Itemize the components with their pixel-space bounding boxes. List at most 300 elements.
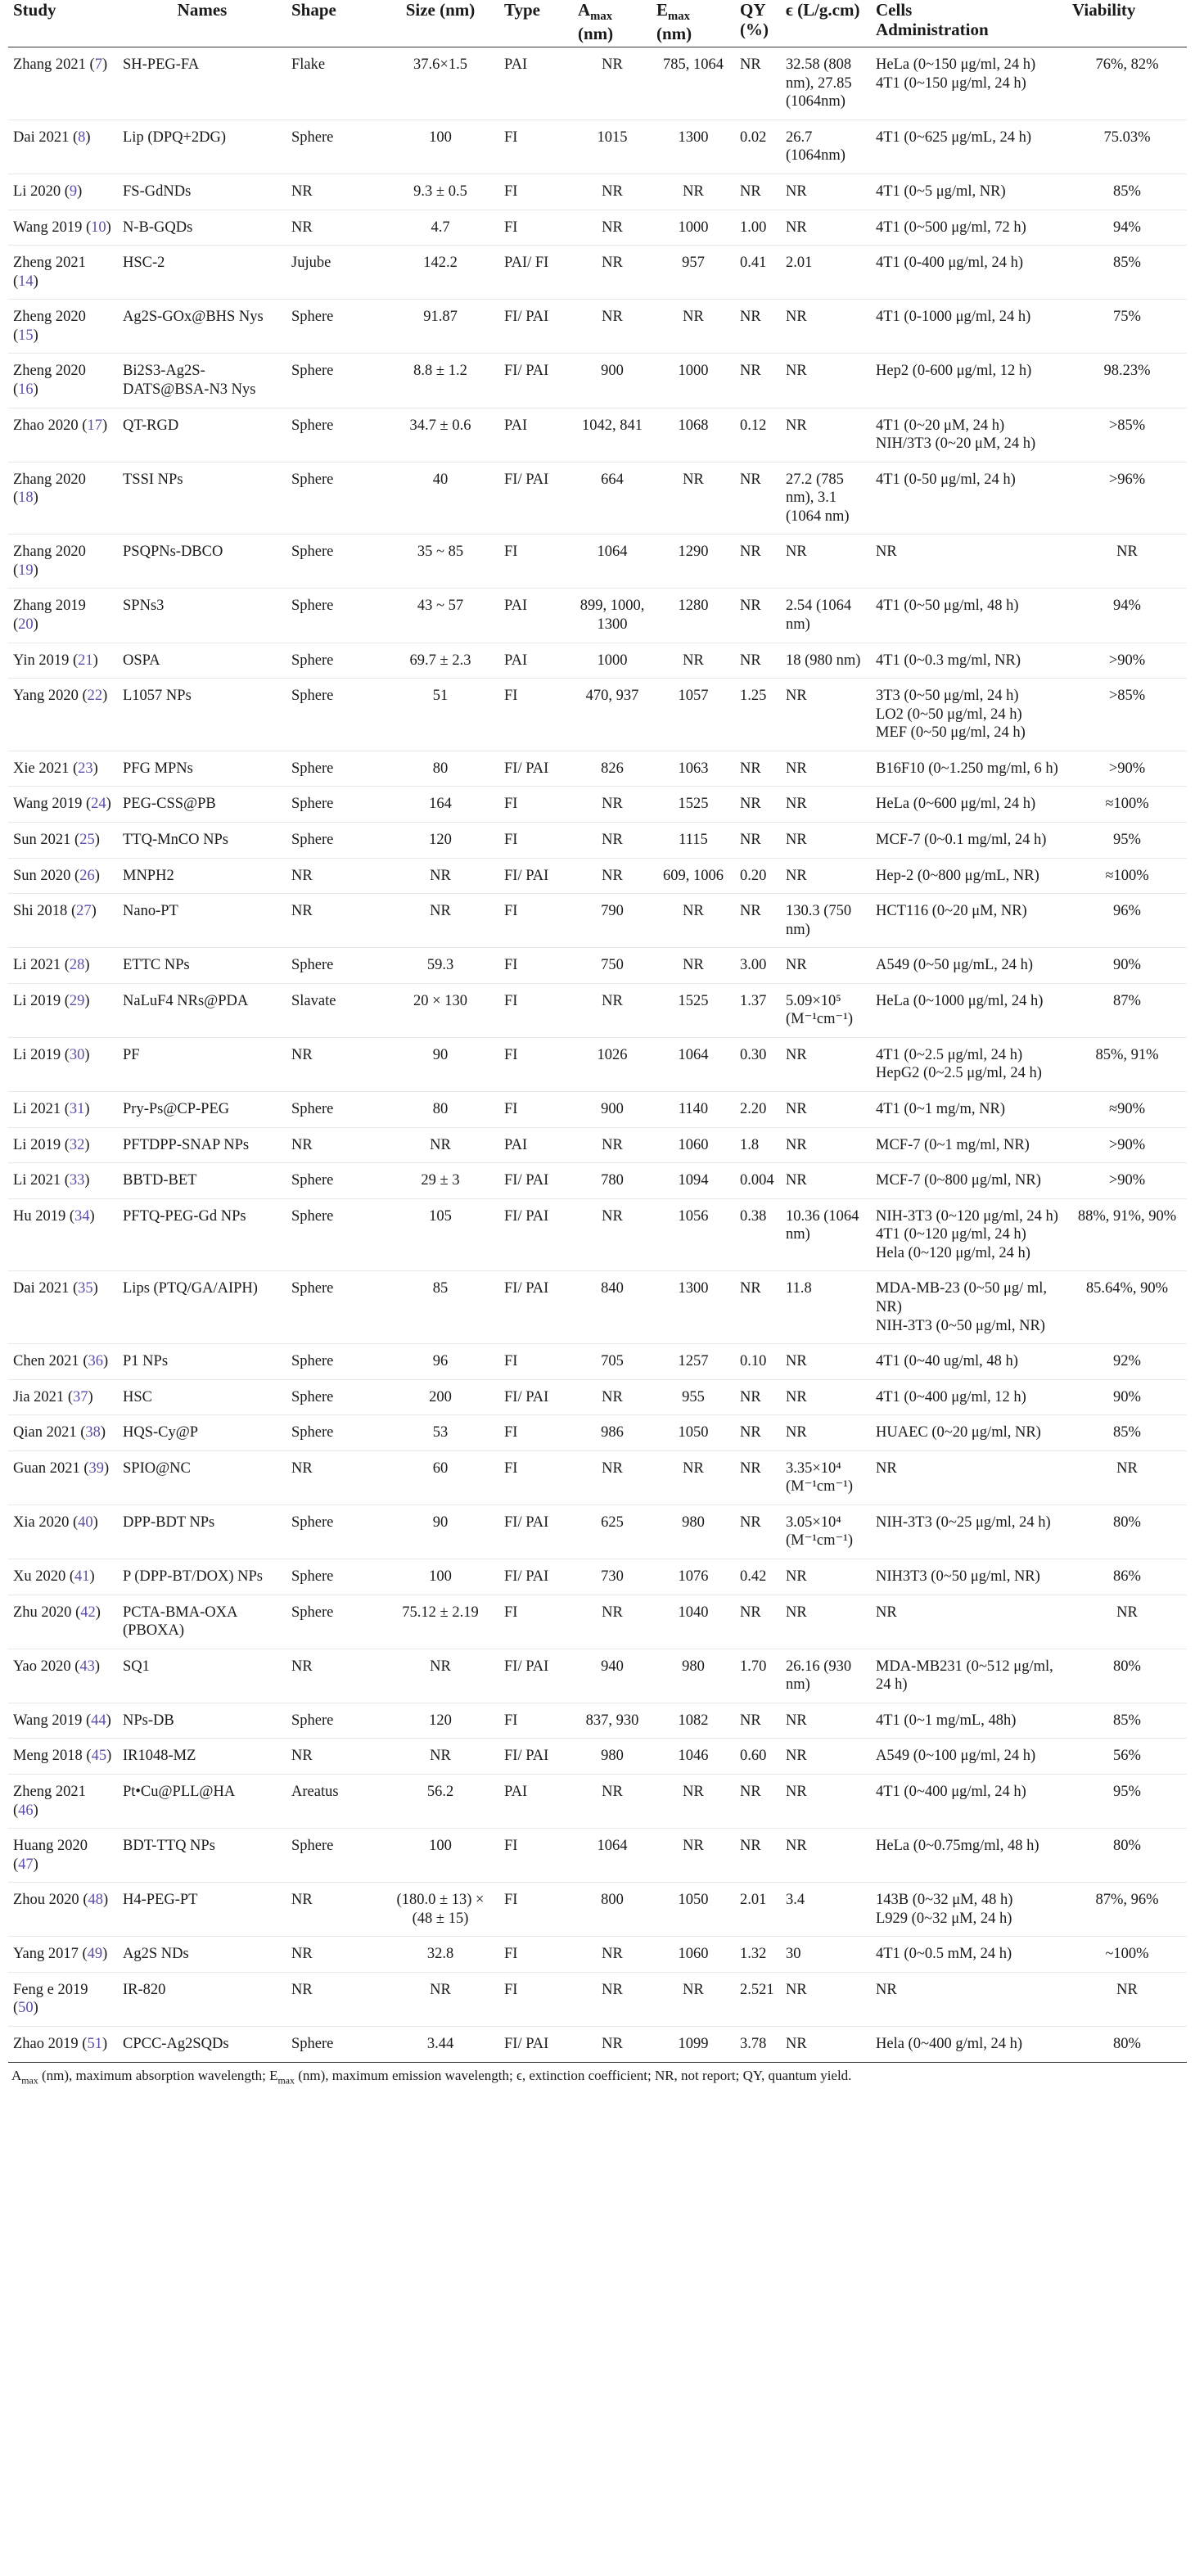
study-label: Xia 2020 [13,1514,70,1531]
table-row [8,47,1187,120]
size-cell: NR [430,1748,451,1765]
shape-cell: Sphere [291,1280,334,1297]
table-row [8,1883,1187,1937]
epsilon-cell: NR [786,1172,807,1189]
col-header-viability: Viability [1072,0,1136,20]
amax-cell: NR [602,1783,623,1800]
name-cell: P1 NPs [123,1353,169,1370]
name-cell: Ag2S NDs [123,1946,189,1963]
table-page [8,0,1187,2087]
type-cell: FI [504,1946,518,1963]
viability-cell: 96% [1113,903,1141,920]
reference-link[interactable]: 44 [91,1712,106,1729]
name-cell: SQ1 [123,1658,150,1675]
size-cell: 56.2 [426,1783,454,1800]
qy-cell: NR [740,309,761,326]
size-cell: 164 [429,796,452,813]
reference-link[interactable]: 24 [91,796,106,813]
shape-cell: Sphere [291,957,334,974]
reference-link[interactable]: 23 [78,760,93,777]
study-label: Li 2021 [13,1172,61,1189]
reference-link[interactable]: 41 [74,1568,90,1586]
table-row [8,1774,1187,1828]
study-cell: Zhang 2020 (19) [13,544,86,579]
shape-cell: Sphere [291,1424,334,1441]
study-cell: Guan 2021 (39) [13,1459,110,1477]
cells-cell: 4T1 (0~1 mg/m, NR) [876,1101,1005,1118]
emax-cell: 1050 [678,1892,709,1909]
viability-cell: 92% [1113,1353,1141,1370]
reference-link[interactable]: 31 [69,1101,85,1118]
col-header-emax: $E_{max}$ (nm) [656,0,692,44]
cells-cell: HeLa (0~0.75mg/ml, 48 h) [876,1838,1039,1855]
name-cell: SH-PEG-FA [123,56,200,74]
table-row [8,1344,1187,1380]
viability-cell: >85% [1108,688,1146,705]
study-cell: Dai 2021 (35) [13,1280,98,1297]
table-row [8,174,1187,210]
type-cell: FI [504,1424,518,1441]
epsilon-cell: NR [786,1424,807,1441]
viability-cell: ~100% [1105,1946,1149,1963]
qy-cell: 3.78 [740,2036,767,2053]
qy-cell: NR [740,183,761,201]
shape-cell: Sphere [291,688,334,705]
cells-cell: HCT116 (0~20 μM, NR) [876,903,1027,920]
reference-link[interactable]: 32 [69,1136,85,1153]
emax-cell: 1094 [678,1172,709,1189]
name-cell: P (DPP-BT/DOX) NPs [123,1568,263,1586]
emax-cell: 1040 [678,1604,709,1621]
shape-cell: NR [291,1946,313,1963]
study-cell: Zheng 2020 (16) [13,363,86,398]
table-body [8,47,1187,2062]
shape-cell: Sphere [291,129,334,146]
reference-link[interactable]: 37 [72,1388,88,1405]
cells-cell: HUAEC (0~20 μg/ml, NR) [876,1424,1041,1441]
table-row [8,1163,1187,1199]
study-cell: Li 2019 (32) [13,1136,90,1153]
reference-link[interactable]: 46 [18,1802,34,1819]
name-cell: N-B-GQDs [123,219,193,236]
size-cell: 91.87 [423,309,458,326]
amax-cell: NR [602,219,623,236]
epsilon-cell: NR [786,1136,807,1153]
shape-cell: Sphere [291,1604,334,1621]
cells-cell: 4T1 (0~0.3 mg/ml, NR) [876,652,1021,669]
reference-link[interactable]: 30 [69,1046,85,1063]
study-cell: Wang 2019 (10) [13,219,111,236]
amax-cell: 705 [601,1353,624,1370]
cells-cell: 4T1 (0~400 μg/ml, 24 h) [876,1783,1026,1800]
cells-cell: MCF-7 (0~1 mg/ml, NR) [876,1136,1030,1153]
qy-cell: NR [740,1459,761,1477]
size-cell: 90 [432,1046,449,1063]
table-row [8,535,1187,589]
reference-link[interactable]: 22 [87,688,103,705]
viability-cell: 56% [1113,1748,1141,1765]
qy-cell: 0.42 [740,1568,767,1586]
amax-cell: 1015 [597,129,628,146]
amax-cell: NR [602,2036,623,2053]
name-cell: Nano-PT [123,903,178,920]
study-label: Hu 2019 [13,1207,66,1225]
study-label: Shi 2018 [13,903,68,920]
reference-link[interactable]: 27 [76,903,92,920]
size-cell: 34.7 ± 0.6 [409,417,471,434]
amax-cell: NR [602,831,623,848]
size-cell: NR [430,1136,451,1153]
viability-cell: >90% [1108,760,1146,777]
epsilon-cell: NR [786,309,807,326]
study-cell: Li 2021 (28) [13,957,90,974]
reference-link[interactable]: 10 [91,219,106,236]
cells-cell: MCF-7 (0~0.1 mg/ml, 24 h) [876,831,1047,848]
emax-cell: NR [683,652,704,669]
name-cell: Pt•Cu@PLL@HA [123,1783,236,1800]
table-row [8,408,1187,462]
emax-cell: NR [683,471,704,488]
qy-cell: 3.00 [740,957,767,974]
epsilon-cell: 18 (980 nm) [786,652,861,669]
study-label: Yang 2020 [13,688,79,705]
viability-cell: 95% [1113,1783,1141,1800]
reference-link[interactable]: 8 [78,129,86,146]
epsilon-cell: NR [786,957,807,974]
col-header-study: Study [13,0,56,20]
qy-cell: NR [740,471,761,488]
reference-link[interactable]: 48 [88,1892,103,1909]
viability-cell: 90% [1113,1388,1141,1405]
amax-cell: NR [602,796,623,813]
emax-cell: 1140 [678,1101,709,1118]
study-cell: Zhou 2020 (48) [13,1892,109,1909]
reference-link[interactable]: 15 [18,327,34,344]
study-cell: Yao 2020 (43) [13,1658,101,1675]
epsilon-cell: 26.16 (930 nm) [786,1658,852,1694]
study-cell: Li 2021 (33) [13,1172,90,1189]
emax-cell: 1300 [678,1280,709,1297]
study-label: Xie 2021 [13,760,70,777]
cells-cell: 143B (0~32 μM, 48 h) L929 (0~32 μM, 24 h) [876,1892,1013,1927]
emax-cell: 1525 [678,992,709,1009]
table-row [8,1739,1187,1775]
epsilon-cell: NR [786,544,807,561]
name-cell: OSPA [123,652,160,669]
reference-link[interactable]: 51 [87,2036,102,2053]
shape-cell: Sphere [291,1514,334,1531]
study-cell: Qian 2021 (38) [13,1424,106,1441]
shape-cell: Sphere [291,2036,334,2053]
table-row [8,1937,1187,1973]
study-label: Li 2021 [13,957,61,974]
epsilon-cell: NR [786,183,807,201]
emax-cell: 1064 [678,1046,709,1063]
size-cell: 35 ~ 85 [417,544,464,561]
cells-cell: 4T1 (0-1000 μg/ml, 24 h) [876,309,1031,326]
col-header-epsilon: ϵ (L/g.cm) [786,0,860,20]
table-footnote: $A_{max}$ (nm), maximum absorption wavelength; $E_{max}$ (nm), maximum emission wavelength; ϵ, extinction coefficient; NR, not report; QY, quantum yield. [11,2067,852,2086]
qy-cell: 1.8 [740,1136,760,1153]
epsilon-cell: 2.01 [786,255,813,272]
reference-link[interactable]: 17 [87,417,102,434]
study-label: Zhao 2019 [13,2036,79,2053]
reference-link[interactable]: 40 [78,1514,93,1531]
qy-cell: 0.10 [740,1353,767,1370]
study-label: Chen 2021 [13,1353,79,1370]
epsilon-cell: NR [786,867,807,884]
viability-cell: 76%, 82% [1095,56,1159,74]
viability-cell: NR [1116,1459,1138,1477]
table-row [8,1972,1187,2026]
reference-link[interactable]: 19 [18,562,34,579]
study-label: Zheng 2021 [13,1783,86,1800]
study-label: Jia 2021 [13,1388,65,1405]
epsilon-cell: NR [786,1101,807,1118]
study-cell: Yang 2017 (49) [13,1946,108,1963]
study-label: Zheng 2021 [13,255,86,272]
study-label: Zhang 2019 [13,598,86,615]
cells-cell: 4T1 (0~2.5 μg/ml, 24 h) HepG2 (0~2.5 μg/ml, 24 h) [876,1046,1042,1082]
size-cell: NR [430,1658,451,1675]
cells-cell: NR [876,1981,897,1998]
reference-link[interactable]: 43 [79,1658,95,1675]
emax-cell: 1290 [678,544,709,561]
emax-cell: 1060 [678,1946,709,1963]
size-cell: 100 [429,129,452,146]
reference-link[interactable]: 16 [18,381,34,398]
reference-link[interactable]: 49 [87,1946,103,1963]
table-row [8,300,1187,354]
study-label: Li 2019 [13,1136,61,1153]
cells-cell: NR [876,544,897,561]
epsilon-cell: NR [786,2036,807,2053]
type-cell: PAI [504,652,528,669]
reference-link[interactable]: 36 [88,1353,103,1370]
cells-cell: 4T1 (0~50 μg/ml, 48 h) [876,598,1019,615]
size-cell: 120 [429,831,452,848]
table-row [8,1703,1187,1739]
col-header-qy: QY (%) [740,0,769,40]
cells-cell: 4T1 (0~500 μg/ml, 72 h) [876,219,1026,236]
table-row [8,894,1187,948]
qy-cell: NR [740,903,761,920]
table-row [8,643,1187,679]
col-header-shape: Shape [291,0,336,20]
type-cell: FI/ PAI [504,1514,549,1531]
table-row [8,948,1187,984]
study-label: Zhang 2020 [13,544,86,561]
size-cell: 60 [432,1459,449,1477]
reference-link[interactable]: 9 [69,183,78,201]
table-row [8,210,1187,246]
reference-link[interactable]: 14 [18,273,34,290]
shape-cell: Jujube [291,255,331,272]
cells-cell: 4T1 (0~1 mg/mL, 48h) [876,1712,1017,1729]
name-cell: Ag2S-GOx@BHS Nys [123,309,264,326]
study-cell: Sun 2020 (26) [13,867,100,884]
shape-cell: NR [291,1981,313,1998]
name-cell: PFTDPP-SNAP NPs [123,1136,250,1153]
study-label: Yin 2019 [13,652,70,669]
type-cell: FI [504,1353,518,1370]
name-cell: PEG-CSS@PB [123,796,216,813]
qy-cell: 0.30 [740,1046,767,1063]
cells-cell: Hep2 (0-600 μg/ml, 12 h) [876,363,1032,380]
reference-link[interactable]: 20 [18,616,34,634]
reference-link[interactable]: 26 [79,867,95,884]
reference-link[interactable]: 45 [91,1748,107,1765]
reference-link[interactable]: 39 [88,1459,104,1477]
cells-cell: NR [876,1604,897,1621]
amax-cell: NR [602,992,623,1009]
size-cell: 32.8 [426,1946,454,1963]
shape-cell: NR [291,1748,313,1765]
study-label: Wang 2019 [13,219,83,236]
name-cell: BDT-TTQ NPs [123,1838,215,1855]
reference-link[interactable]: 35 [78,1280,93,1297]
study-cell: Meng 2018 (45) [13,1748,112,1765]
amax-cell: 625 [601,1514,624,1531]
study-label: Zhu 2020 [13,1604,72,1621]
shape-cell: Areatus [291,1783,339,1800]
reference-link[interactable]: 18 [18,489,34,507]
type-cell: FI/ PAI [504,471,549,488]
reference-link[interactable]: 33 [69,1172,85,1189]
cells-cell: HeLa (0~150 μg/ml, 24 h) 4T1 (0~150 μg/ml, 24 h) [876,56,1036,92]
size-cell: 80 [432,1101,449,1118]
reference-link[interactable]: 42 [80,1604,96,1621]
emax-cell: 1050 [678,1424,709,1441]
cells-cell: Hela (0~400 g/ml, 24 h) [876,2036,1023,2053]
amax-cell: 986 [601,1424,624,1441]
viability-cell: 95% [1113,831,1141,848]
study-cell: Hu 2019 (34) [13,1207,95,1225]
amax-cell: NR [602,1136,623,1153]
emax-cell: 980 [682,1658,705,1675]
type-cell: FI [504,1459,518,1477]
col-header-amax: $A_{max}$ (nm) [578,0,614,44]
study-cell: Sun 2021 (25) [13,831,100,848]
name-cell: HSC [123,1388,152,1405]
epsilon-cell: NR [786,688,807,705]
epsilon-cell: NR [786,831,807,848]
emax-cell: 1046 [678,1748,709,1765]
qy-cell: NR [740,831,761,848]
table-row [8,1505,1187,1559]
size-cell: 200 [429,1388,452,1405]
shape-cell: NR [291,219,313,236]
amax-cell: 730 [601,1568,624,1586]
reference-link[interactable]: 28 [69,957,85,974]
col-header-names: Names [177,0,228,20]
amax-cell: NR [602,255,623,272]
name-cell: BBTD-BET [123,1172,197,1189]
emax-cell: 957 [682,255,705,272]
emax-cell: 1000 [678,219,709,236]
study-cell: Wang 2019 (24) [13,796,111,813]
qy-cell: 0.02 [740,129,767,146]
reference-link[interactable]: 7 [94,56,102,74]
epsilon-cell: NR [786,1783,807,1800]
reference-link[interactable]: 21 [78,652,93,669]
reference-link[interactable]: 25 [79,831,95,848]
name-cell: MNPH2 [123,867,174,884]
name-cell: ETTC NPs [123,957,190,974]
name-cell: NaLuF4 NRs@PDA [123,992,249,1009]
cells-cell: 4T1 (0-50 μg/ml, 24 h) [876,471,1016,488]
col-header-type: Type [504,0,540,20]
viability-cell: 80% [1113,2036,1141,2053]
size-cell: 37.6×1.5 [413,56,467,74]
size-cell: 142.2 [423,255,458,272]
shape-cell: Sphere [291,1568,334,1586]
qy-cell: NR [740,652,761,669]
type-cell: FI [504,183,518,201]
study-cell: Li 2019 (29) [13,992,90,1009]
epsilon-cell: 30 [786,1946,801,1963]
viability-cell: 98.23% [1103,363,1151,380]
reference-link[interactable]: 34 [74,1207,90,1225]
study-label: Li 2019 [13,1046,61,1063]
reference-link[interactable]: 50 [18,2000,34,2017]
reference-link[interactable]: 38 [85,1424,101,1441]
size-cell: 43 ~ 57 [417,598,464,615]
viability-cell: 90% [1113,957,1141,974]
shape-cell: Sphere [291,309,334,326]
amax-cell: 826 [601,760,624,777]
amax-cell: NR [602,309,623,326]
cells-cell: NIH-3T3 (0~25 μg/ml, 24 h) [876,1514,1051,1531]
type-cell: FI/ PAI [504,1172,549,1189]
name-cell: DPP-BDT NPs [123,1514,215,1531]
shape-cell: Sphere [291,1101,334,1118]
cells-cell: Hep-2 (0~800 μg/mL, NR) [876,867,1039,884]
name-cell: IR-820 [123,1981,166,1998]
table-row [8,1037,1187,1091]
qy-cell: NR [740,1424,761,1441]
epsilon-cell: 10.36 (1064 nm) [786,1207,859,1243]
reference-link[interactable]: 29 [69,992,85,1009]
study-cell: Wang 2019 (44) [13,1712,111,1729]
qy-cell: NR [740,796,761,813]
table-row [8,679,1187,751]
type-cell: FI/ PAI [504,1658,549,1675]
amax-cell: NR [602,1388,623,1405]
size-cell: NR [430,867,451,884]
viability-cell: 80% [1113,1838,1141,1855]
emax-cell: 1076 [678,1568,709,1586]
study-cell: Dai 2021 (8) [13,129,91,146]
study-label: Zhang 2021 [13,56,86,74]
cells-cell: NIH-3T3 (0~120 μg/ml, 24 h) 4T1 (0~120 μg/ml, 24 h) Hela (0~120 μg/ml, 24 h) [876,1207,1058,1261]
study-cell: Yin 2019 (21) [13,652,98,669]
reference-link[interactable]: 47 [18,1856,34,1873]
shape-cell: NR [291,1046,313,1063]
cells-cell: 4T1 (0~400 μg/ml, 12 h) [876,1388,1026,1405]
size-cell: 3.44 [426,2036,454,2053]
qy-cell: NR [740,544,761,561]
emax-cell: 1063 [678,760,709,777]
table-row [8,246,1187,300]
viability-cell: 85% [1113,183,1141,201]
amax-cell: 664 [601,471,624,488]
cells-cell: 4T1 (0~5 μg/ml, NR) [876,183,1006,201]
study-cell: Zhu 2020 (42) [13,1604,101,1621]
name-cell: H4-PEG-PT [123,1892,198,1909]
table-row [8,1829,1187,1883]
study-label: Li 2021 [13,1101,61,1118]
